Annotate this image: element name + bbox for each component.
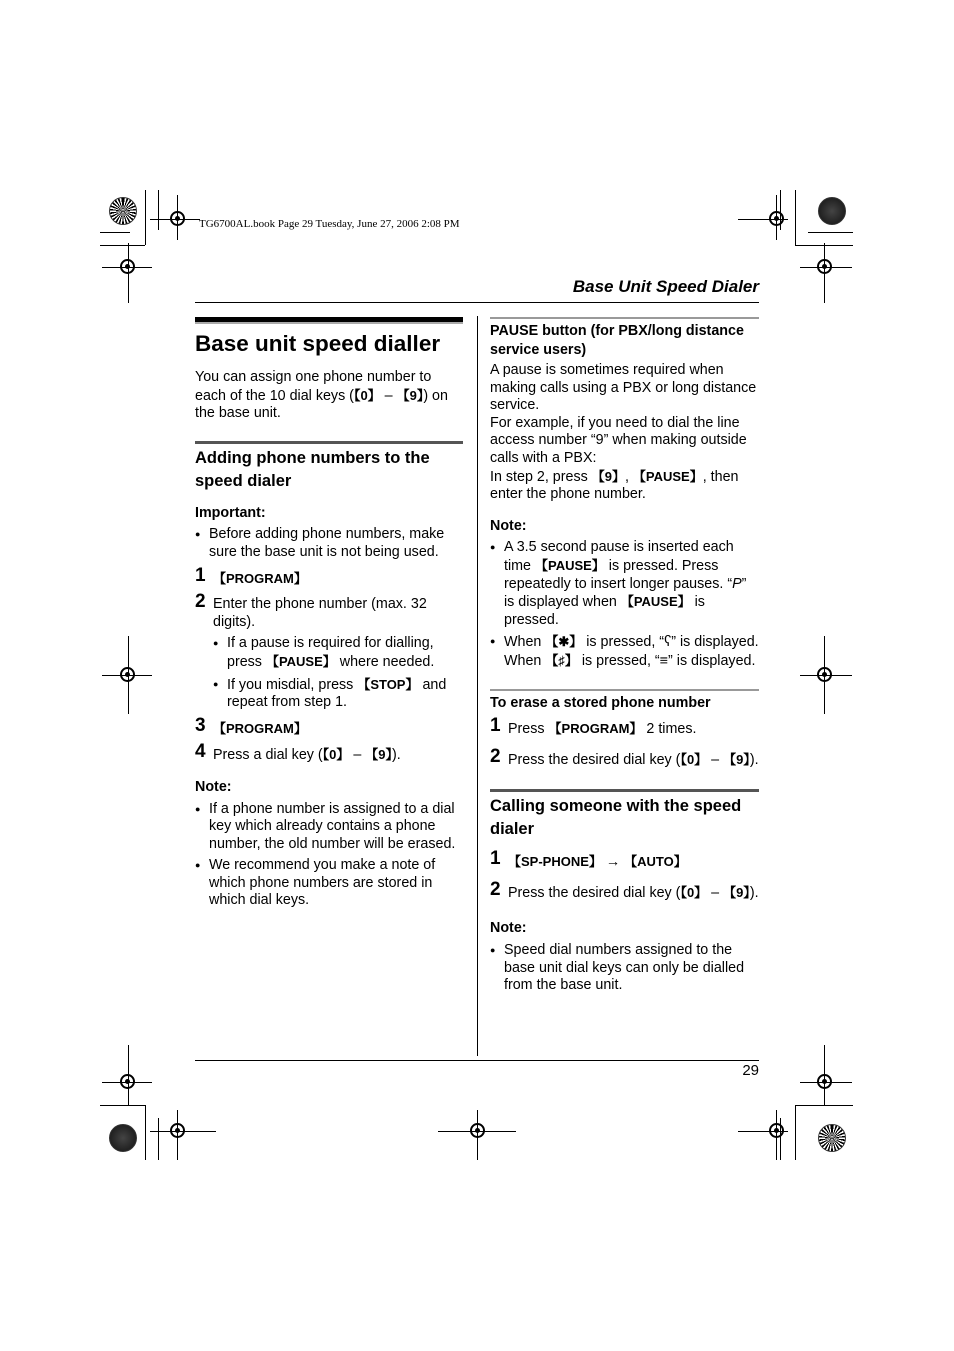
- pause-paragraph-3: In step 2, press 【9】, 【PAUSE】, then enter the phone number.: [490, 468, 739, 503]
- erase-step-1: 1 Press 【PROGRAM】 2 times.: [490, 715, 697, 738]
- pause-paragraph-1: A pause is sometimes required when making calls using a PBX or long distance service.: [490, 362, 757, 414]
- left-column: [195, 317, 463, 914]
- page-title: Base unit speed dialler: [195, 331, 441, 356]
- erase-heading-rule: [490, 689, 759, 691]
- add-heading-rule: [195, 441, 463, 444]
- pause-paragraph-2: For example, if you need to dial the line access number “9” when making outside calls with a PBX:: [490, 414, 747, 466]
- title-rule: [195, 317, 463, 324]
- note-bullet-1: ● If a phone number is assigned to a dial key which already contains a phone number, the old number will be erased.: [195, 801, 463, 854]
- step-2: 2 Enter the phone number (max. 32 digits).: [195, 591, 427, 630]
- erase-step-2: 2 Press the desired dial key (【0】 – 【9】).: [490, 745, 759, 768]
- header-rule: [195, 302, 759, 303]
- call-step-1: 1 【SP-PHONE】 → 【AUTO】: [490, 848, 687, 871]
- call-heading-rule: [490, 789, 759, 792]
- add-heading: Adding phone numbers to the speed dialer: [195, 448, 430, 490]
- step-4: 4 Press a dial key (【0】 – 【9】).: [195, 741, 401, 764]
- pause-note-label: Note:: [490, 517, 527, 534]
- note-bullet-2: ● We recommend you make a note of which phone numbers are stored in which dial keys.: [195, 857, 463, 910]
- column-divider: [477, 316, 478, 1056]
- pause-heading: PAUSE button (for PBX/long distance service users): [490, 323, 744, 358]
- footer-rule: [195, 1060, 759, 1061]
- pause-note-2: ● When 【✱】 is pressed, “ʕ” is displayed. When 【♯】 is pressed, “≡” is displayed.: [490, 633, 759, 670]
- section-header: Base Unit Speed Dialer: [572, 277, 759, 296]
- step-3: 3 【PROGRAM】: [195, 714, 307, 736]
- call-step-2: 2 Press the desired dial key (【0】 – 【9】).: [490, 878, 759, 901]
- call-note: ● Speed dial numbers assigned to the base unit dial keys can only be dialled from the base unit.: [490, 942, 759, 995]
- important-bullet: ● Before adding phone numbers, make sure the base unit is not being used.: [195, 526, 463, 561]
- call-heading: Calling someone with the speed dialer: [490, 797, 742, 839]
- step-2-sub-pause: ● If a pause is required for dialling, press 【PAUSE】 where needed.: [213, 635, 463, 671]
- intro-paragraph: You can assign one phone number to each of the 10 dial keys (【0】 – 【9】) on the base unit.: [195, 369, 448, 422]
- important-label: Important:: [195, 504, 266, 521]
- right-column: [490, 317, 759, 999]
- pause-heading-rule: [490, 317, 759, 319]
- page-number: 29: [742, 1062, 759, 1079]
- call-note-label: Note:: [490, 920, 527, 937]
- pause-note-1: ● A 3.5 second pause is inserted each time 【PAUSE】 is pressed. Press repeatedly to insert longer pauses. “P” is displayed when 【PAUSE】 is pressed.: [490, 539, 759, 629]
- step-2-sub-stop: ● If you misdial, press 【STOP】 and repeat from step 1.: [213, 676, 463, 712]
- step-1: 1 【PROGRAM】: [195, 564, 307, 586]
- note-label: Note:: [195, 778, 232, 795]
- printer-slug: TG6700AL.book Page 29 Tuesday, June 27, 2006 2:08 PM: [199, 218, 460, 230]
- erase-heading: To erase a stored phone number: [490, 694, 711, 711]
